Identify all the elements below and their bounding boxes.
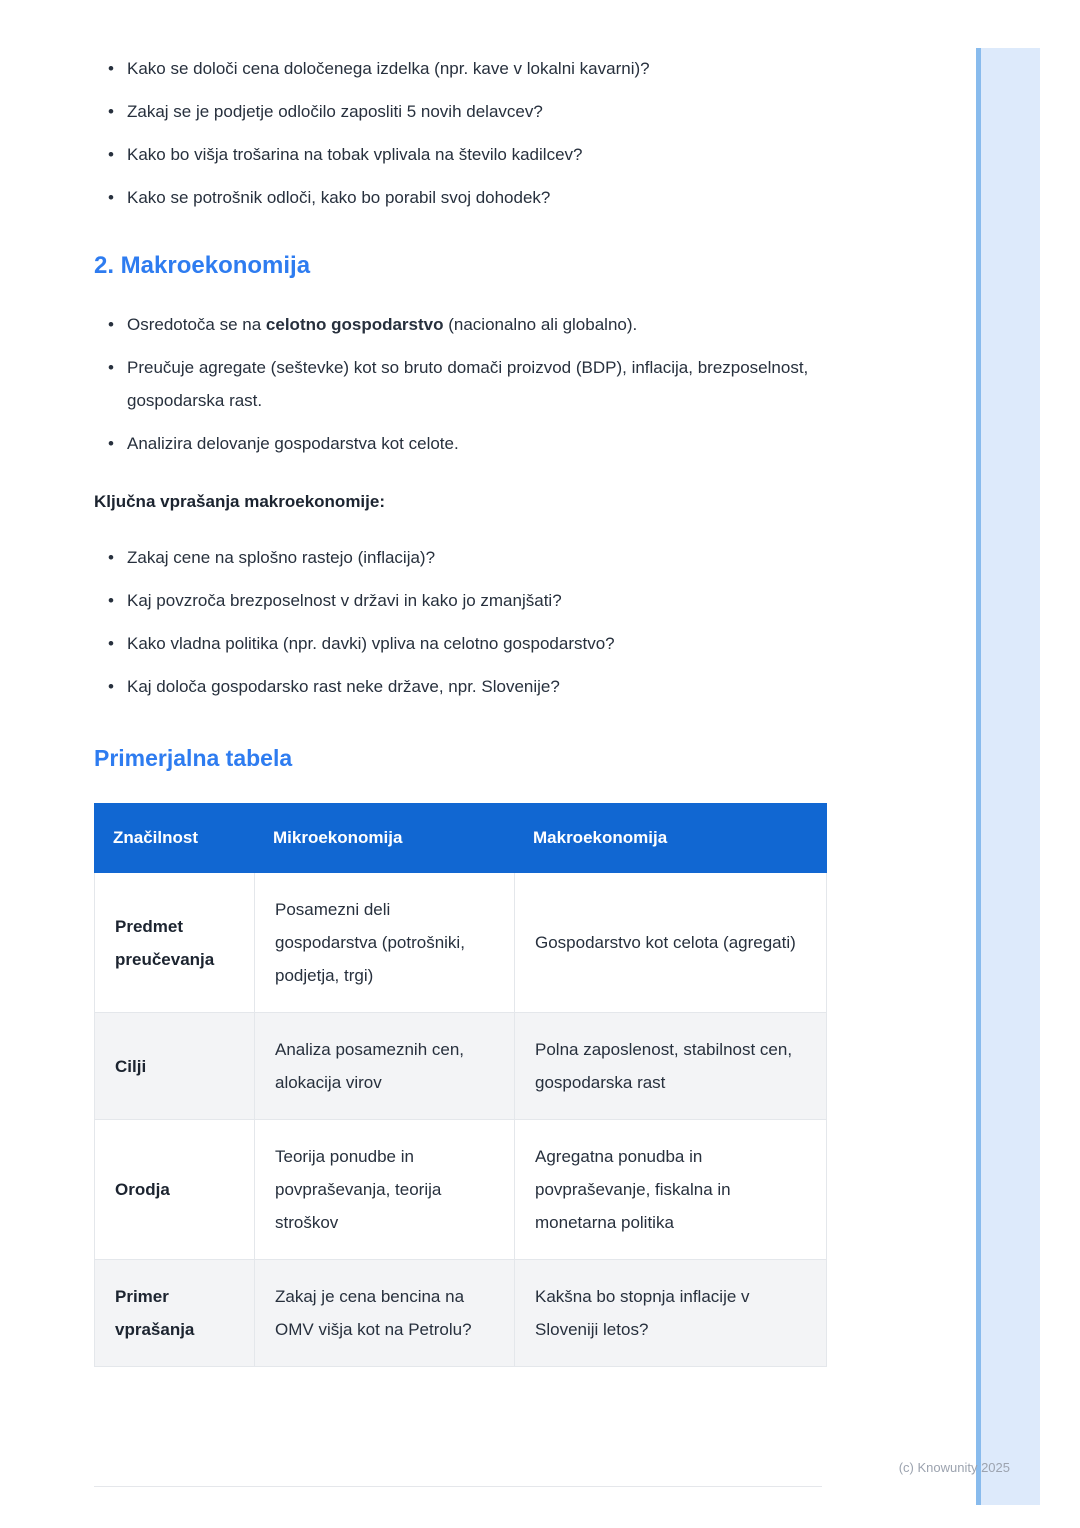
list-item	[108, 52, 826, 85]
table-cell-micro: Teorija ponudbe in povpraševanja, teorija stroškov	[255, 1120, 515, 1260]
list-item-text: Kako se potrošnik odloči, kako bo porabil svoj dohodek?	[127, 188, 551, 207]
document-content	[94, 52, 826, 1367]
list-item	[108, 351, 826, 417]
list-item-text: (nacionalno ali globalno).	[443, 315, 638, 334]
page-edge-line	[976, 48, 981, 1505]
list-item	[108, 427, 826, 460]
table-row	[95, 1260, 827, 1367]
list-item	[108, 138, 826, 171]
list-item	[108, 541, 826, 574]
table-cell-feature: Predmet preučevanja	[95, 873, 255, 1013]
macro-description-list	[108, 308, 826, 460]
table-row	[95, 873, 827, 1013]
list-item	[108, 181, 826, 214]
table-cell-macro: Polna zaposlenost, stabilnost cen, gospodarska rast	[515, 1013, 827, 1120]
page-divider	[94, 1486, 822, 1487]
table-cell-feature: Cilji	[95, 1013, 255, 1120]
list-item-text: Zakaj cene na splošno rastejo (inflacija)?	[127, 548, 436, 567]
list-item-text: Kaj določa gospodarsko rast neke države, npr. Slovenije?	[127, 677, 560, 696]
table-header-znacilnost: Značilnost	[95, 804, 255, 873]
list-item-text: Kako bo višja trošarina na tobak vplivala na število kadilcev?	[127, 145, 583, 164]
table-cell-micro: Zakaj je cena bencina na OMV višja kot na Petrolu?	[255, 1260, 515, 1367]
table-header-row	[95, 804, 827, 873]
list-item-text: Preučuje agregate (seštevke) kot so bruto domači proizvod (BDP), inflacija, brezposelnost, gospodarska rast.	[127, 358, 809, 410]
list-item	[108, 670, 826, 703]
list-item	[108, 627, 826, 660]
page-edge-strip	[976, 48, 1040, 1505]
table-row	[95, 1013, 827, 1120]
table-cell-macro: Kakšna bo stopnja inflacije v Sloveniji letos?	[515, 1260, 827, 1367]
table-cell-feature: Primer vprašanja	[95, 1260, 255, 1367]
key-questions-heading: Ključna vprašanja makroekonomije:	[94, 492, 385, 511]
table-header-mikroekonomija: Mikroekonomija	[255, 804, 515, 873]
comparison-table	[94, 803, 827, 1367]
list-item-text: Kako se določi cena določenega izdelka (npr. kave v lokalni kavarni)?	[127, 59, 650, 78]
table-cell-micro: Analiza posameznih cen, alokacija virov	[255, 1013, 515, 1120]
section-heading-makroekonomija: 2. Makroekonomija	[94, 252, 311, 279]
list-item-text: Kaj povzroča brezposelnost v državi in kako jo zmanjšati?	[127, 591, 562, 610]
table-header-makroekonomija: Makroekonomija	[515, 804, 827, 873]
table-row	[95, 1120, 827, 1260]
list-item	[108, 95, 826, 128]
micro-questions-list	[108, 52, 826, 214]
table-cell-micro: Posamezni deli gospodarstva (potrošniki, podjetja, trgi)	[255, 873, 515, 1013]
section-heading-primerjalna-tabela: Primerjalna tabela	[94, 745, 293, 771]
table-cell-macro: Gospodarstvo kot celota (agregati)	[515, 873, 827, 1013]
list-item-text: Zakaj se je podjetje odločilo zaposliti 5 novih delavcev?	[127, 102, 543, 121]
footer-copyright: (c) Knowunity 2025	[898, 1460, 1010, 1475]
list-item	[108, 308, 826, 341]
list-item-text: Analizira delovanje gospodarstva kot celote.	[127, 434, 459, 453]
list-item	[108, 584, 826, 617]
table-cell-feature: Orodja	[95, 1120, 255, 1260]
table-cell-macro: Agregatna ponudba in povpraševanje, fiskalna in monetarna politika	[515, 1120, 827, 1260]
macro-questions-list	[108, 541, 826, 703]
list-item-text: Kako vladna politika (npr. davki) vpliva na celotno gospodarstvo?	[127, 634, 615, 653]
list-item-bold-text: celotno gospodarstvo	[265, 315, 444, 334]
list-item-text: Osredotoča se na	[127, 315, 266, 334]
